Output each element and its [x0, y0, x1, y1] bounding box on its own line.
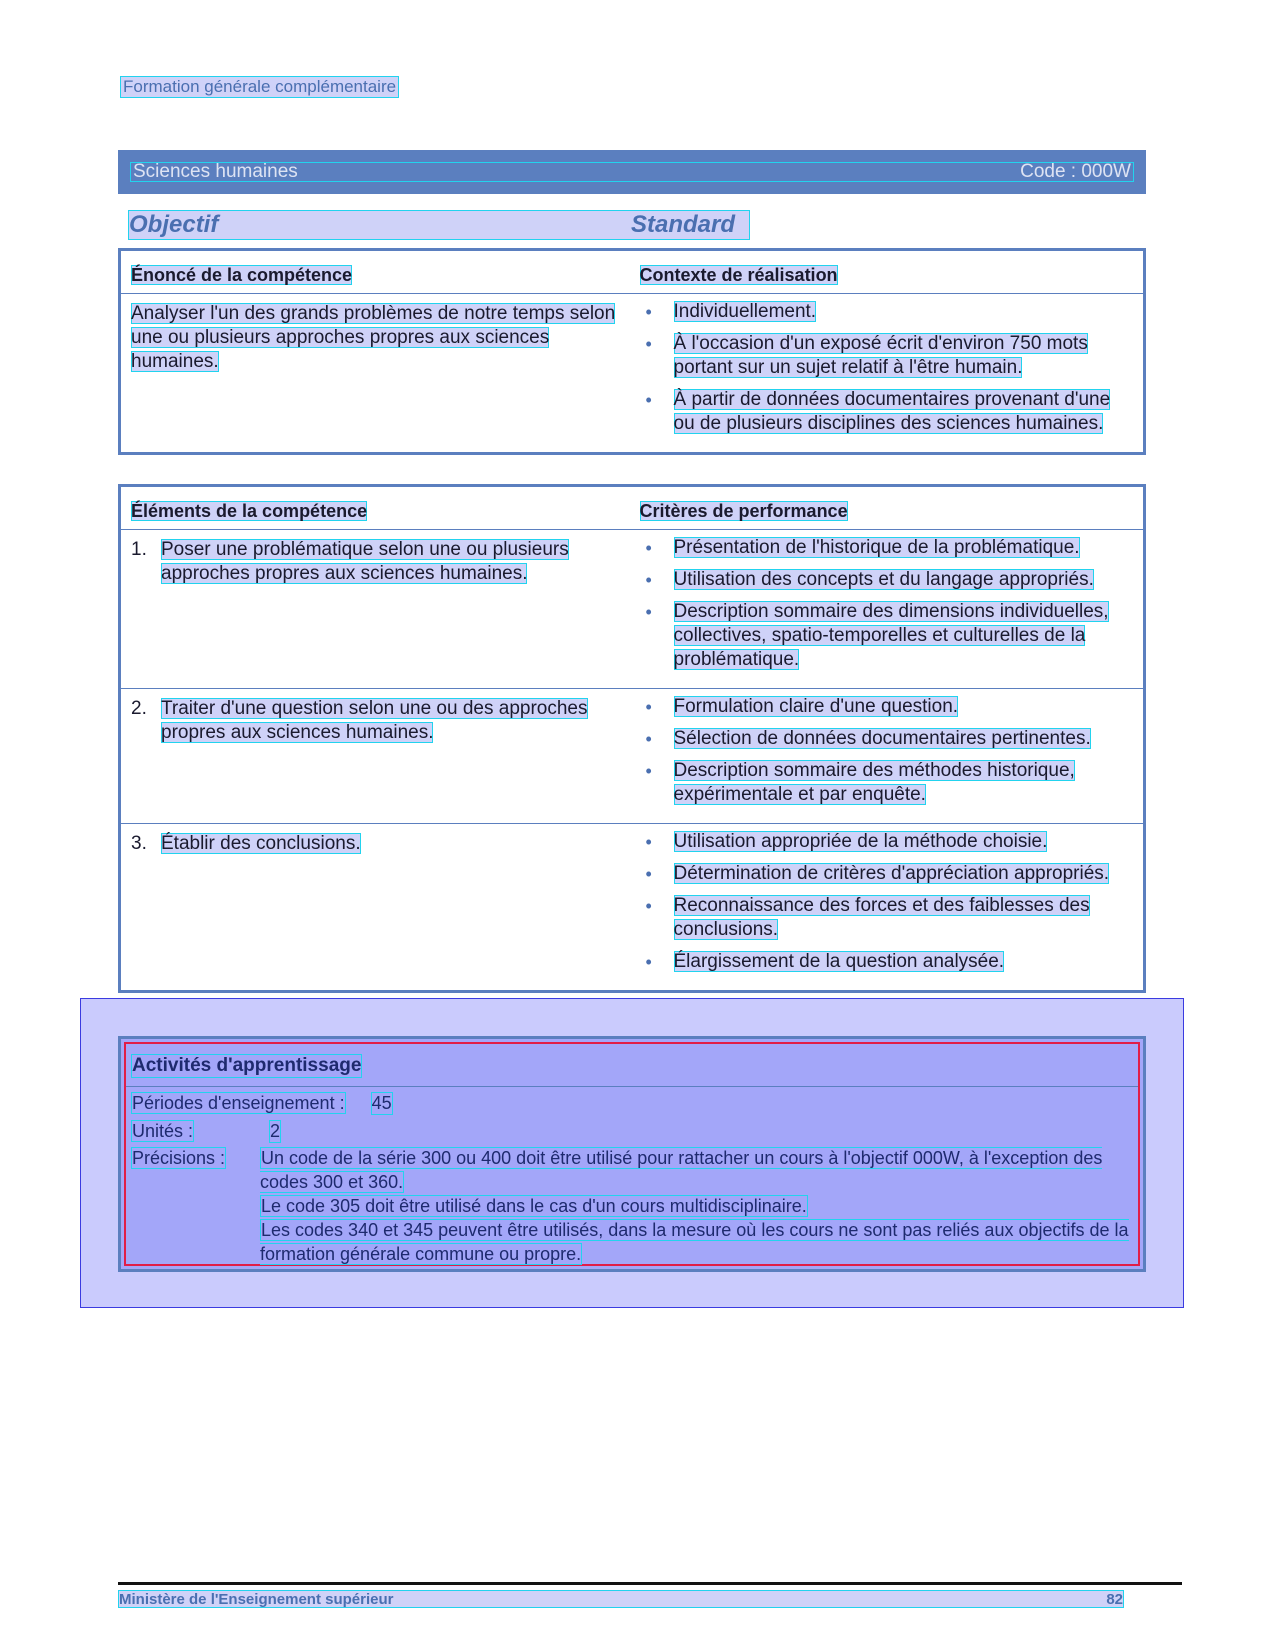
precisions-text: [260, 1146, 1136, 1266]
precision-item: Les codes 340 et 345 peuvent être utilisés, dans la mesure où les cours ne sont pas reliés aux objectifs de la formation générale commune ou propre.: [260, 1220, 1129, 1264]
column-headings: [128, 210, 750, 240]
units-row: [131, 1120, 281, 1143]
list-item: • Reconnaissance des forces et des faiblesses des conclusions.: [640, 894, 1134, 942]
footer-rule: [118, 1582, 1182, 1585]
units-label: Unités :: [132, 1121, 194, 1141]
running-header: Formation générale complémentaire: [120, 76, 399, 98]
list-item: • Formulation claire d'une question.: [640, 695, 1134, 719]
list-item: • À partir de données documentaires provenant d'une ou de plusieurs disciplines des sciences humaines.: [640, 388, 1134, 436]
footer-ministry: Ministère de l'Enseignement supérieur: [119, 1590, 394, 1608]
page-footer: [118, 1590, 1124, 1608]
list-item: • À l'occasion d'un exposé écrit d'environ 750 mots portant sur un sujet relatif à l'être humain.: [640, 332, 1134, 380]
units-value: 2: [270, 1121, 281, 1141]
precisions-row: [131, 1148, 226, 1169]
banner-code: Code : 000W: [1020, 161, 1131, 182]
list-item: • Utilisation des concepts et du langage appropriés.: [640, 568, 1134, 592]
context-header: Contexte de réalisation: [639, 265, 838, 285]
element-number: 1.: [131, 539, 147, 560]
periods-value: 45: [371, 1093, 392, 1113]
elements-table: [118, 484, 1146, 993]
table-row: [120, 689, 1145, 824]
statement-header: Énoncé de la compétence: [131, 265, 353, 285]
element-text: Poser une problématique selon une ou plusieurs approches propres aux sciences humaines.: [161, 539, 569, 584]
title-banner: [118, 150, 1146, 194]
objective-heading: Objectif: [129, 211, 219, 238]
activities-title: Activités d'apprentissage: [132, 1055, 362, 1076]
context-list: [640, 300, 1134, 436]
banner-title: Sciences humaines: [133, 161, 298, 182]
elements-header: Éléments de la compétence: [131, 501, 368, 521]
periods-label: Périodes d'enseignement :: [132, 1093, 345, 1113]
criteria-header: Critères de performance: [639, 501, 848, 521]
list-item: • Description sommaire des dimensions individuelles, collectives, spatio-temporelles et culturelles de la problématique.: [640, 600, 1134, 672]
activities-highlight-frame: [124, 1042, 1140, 1266]
precision-item: Le code 305 doit être utilisé dans le cas d'un cours multidisciplinaire.: [261, 1196, 807, 1216]
list-item: • Individuellement.: [640, 300, 1134, 324]
activities-divider: [126, 1086, 1138, 1087]
competency-table: [118, 248, 1146, 455]
element-number: 2.: [131, 698, 147, 719]
element-text: Traiter d'une question selon une ou des approches propres aux sciences humaines.: [161, 698, 588, 743]
criteria-list: [640, 536, 1134, 672]
criteria-list: [640, 830, 1134, 974]
precisions-label: Précisions :: [132, 1148, 226, 1168]
competency-statement: Analyser l'un des grands problèmes de notre temps selon une ou plusieurs approches propres aux sciences humaines.: [131, 303, 616, 372]
precision-item: Un code de la série 300 ou 400 doit être utilisé pour rattacher un cours à l'objectif 000W, à l'exception des codes 300 et 360.: [260, 1148, 1103, 1192]
table-row: [120, 824, 1145, 992]
list-item: • Description sommaire des méthodes historique, expérimentale et par enquête.: [640, 759, 1134, 807]
learning-activities-box: [118, 1036, 1146, 1272]
page-number: 82: [1106, 1590, 1123, 1608]
element-text: Établir des conclusions.: [161, 833, 361, 854]
standard-heading: Standard: [631, 211, 736, 238]
table-row: [120, 530, 1145, 689]
list-item: • Sélection de données documentaires pertinentes.: [640, 727, 1134, 751]
list-item: • Présentation de l'historique de la problématique.: [640, 536, 1134, 560]
list-item: • Utilisation appropriée de la méthode choisie.: [640, 830, 1134, 854]
list-item: • Élargissement de la question analysée.: [640, 950, 1134, 974]
criteria-list: [640, 695, 1134, 807]
element-number: 3.: [131, 833, 147, 854]
list-item: • Détermination de critères d'appréciation appropriés.: [640, 862, 1134, 886]
periods-row: [131, 1092, 393, 1115]
